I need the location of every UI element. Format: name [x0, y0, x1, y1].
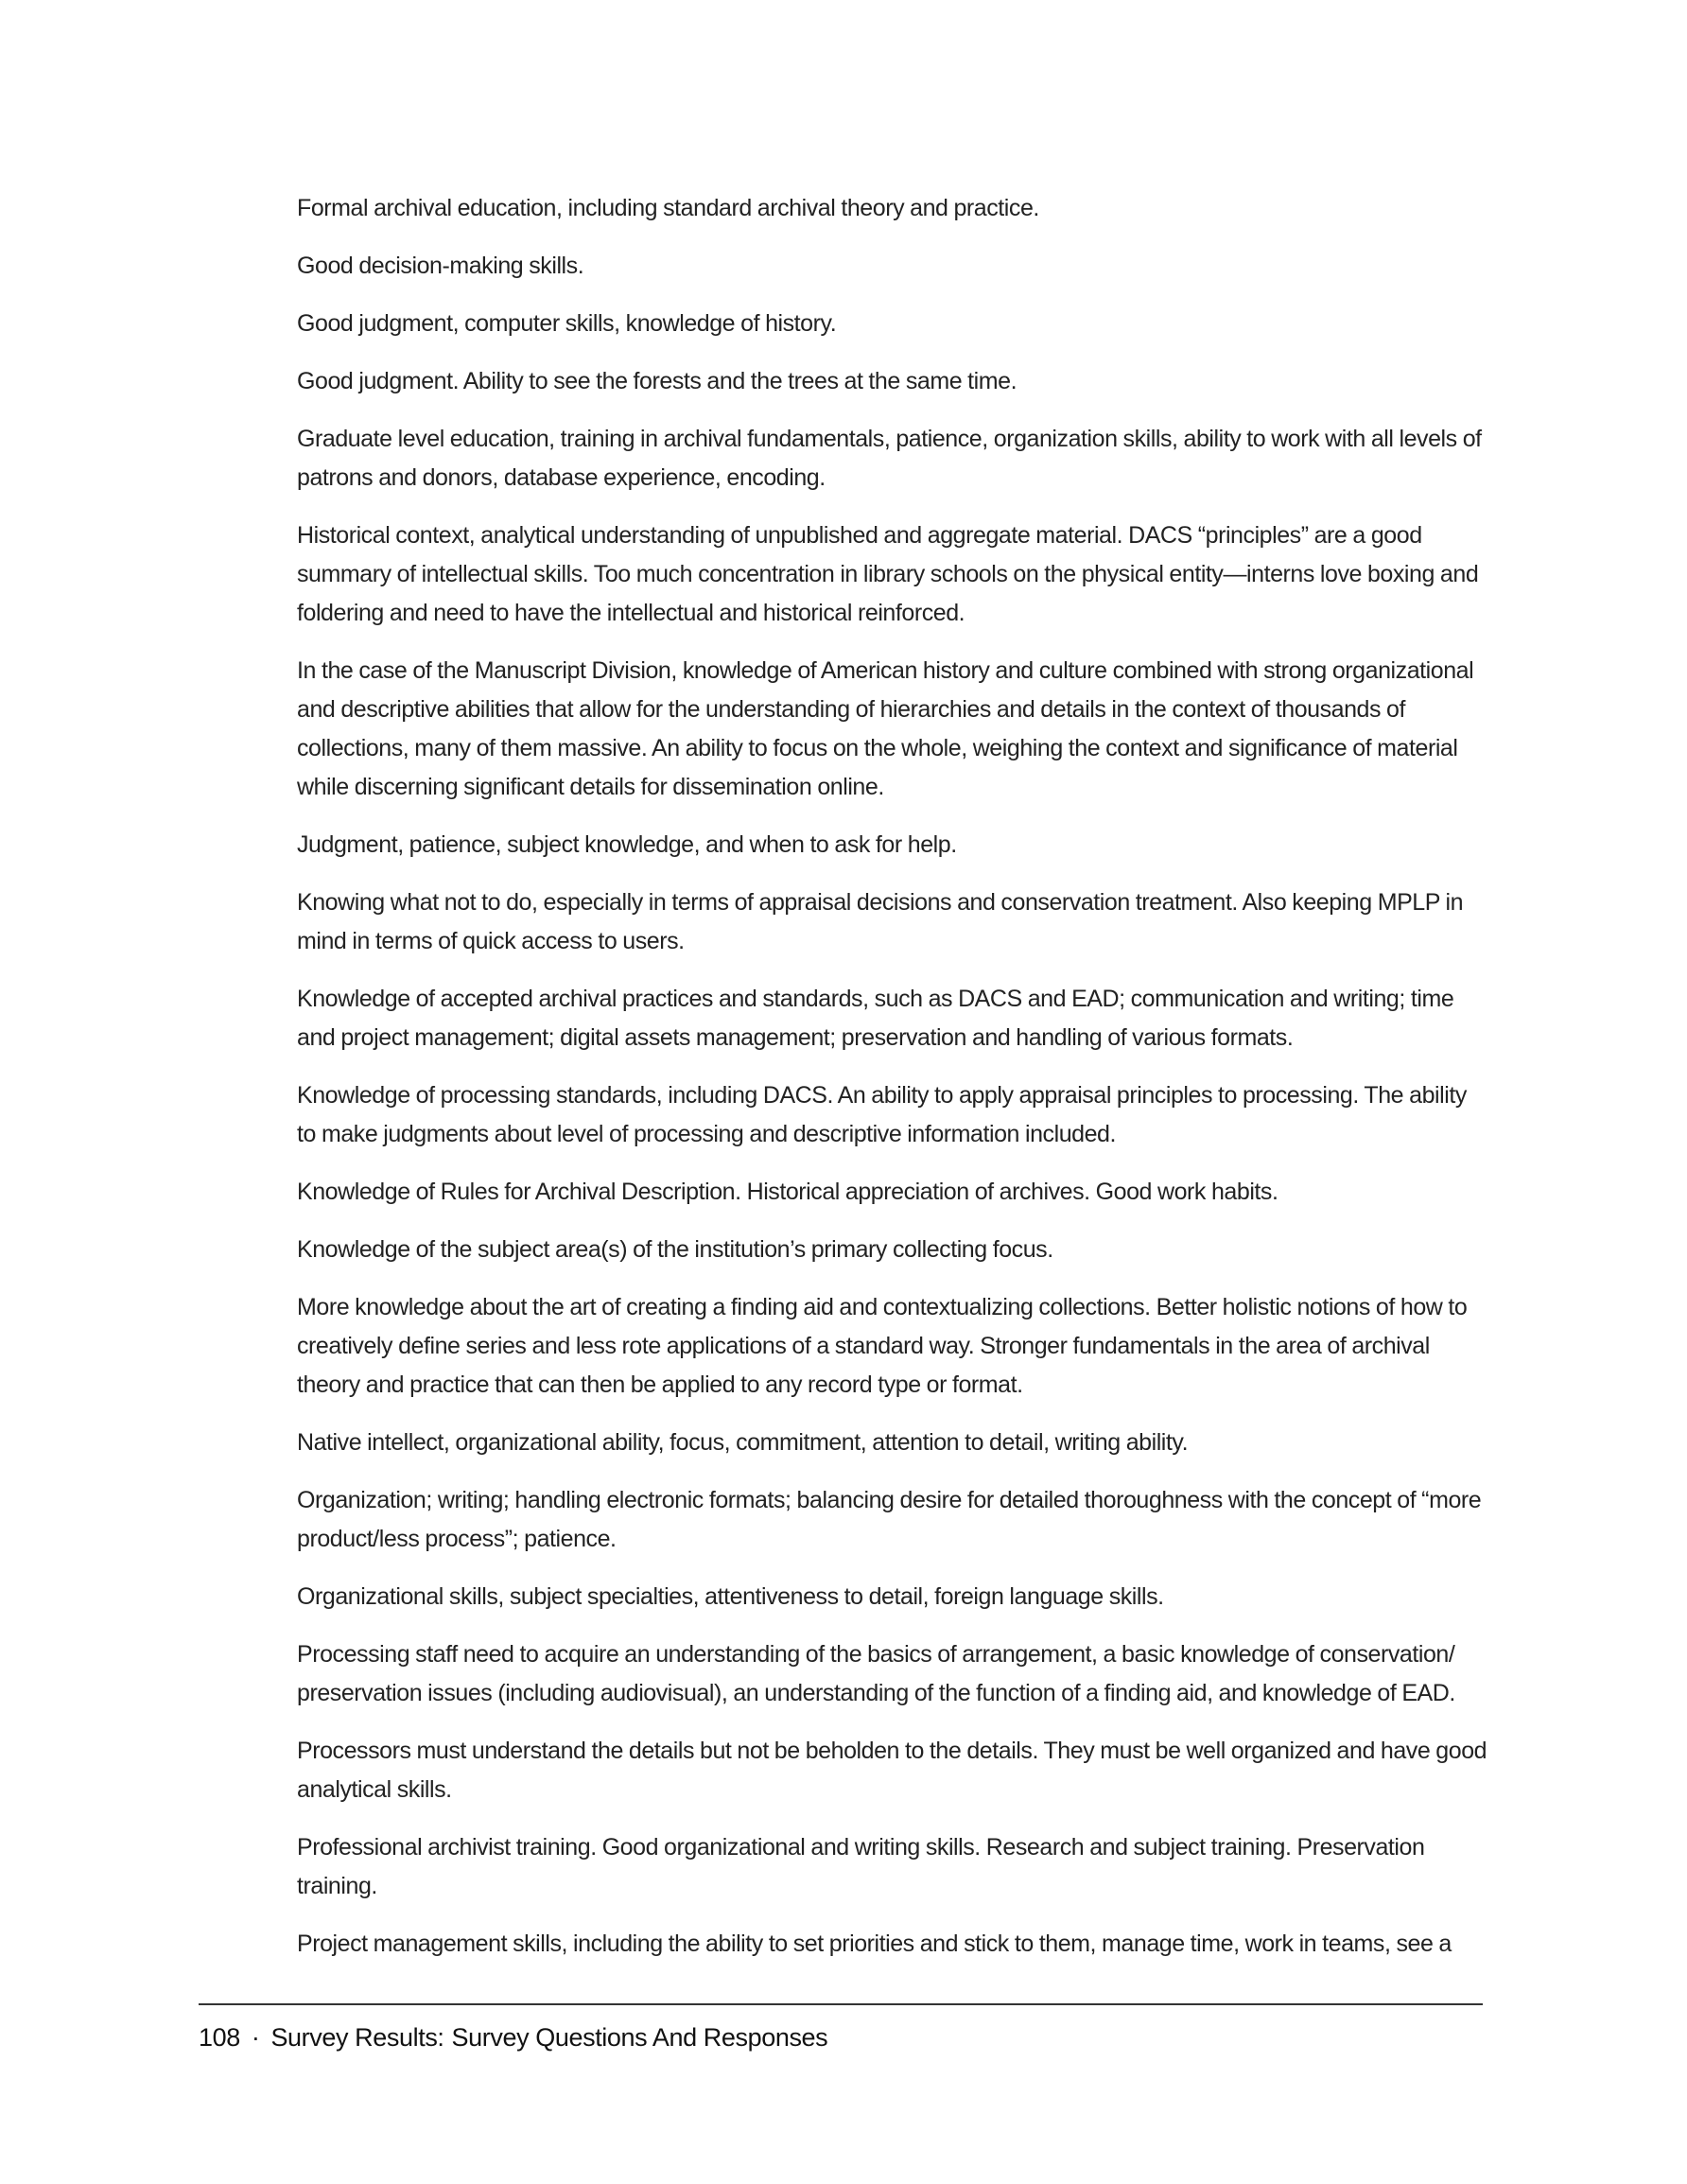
response-text: Processors must understand the details but not be beholden to the details. They must be well organized and have good analytical skills. — [297, 1738, 1487, 1803]
response-text: Organization; writing; handling electronic formats; balancing desire for detailed thoroughness with the concept of “more product/less process”; patience. — [297, 1487, 1482, 1552]
response-text: More knowledge about the art of creating a finding aid and contextualizing collections. Better holistic notions of how to creatively define series and less rote applications of a standard way. Stronger fundamentals in the area of archival theory and practice that can then be applied to any record type or format. — [297, 1294, 1468, 1398]
response-text: Good judgment. Ability to see the forests and the trees at the same time. — [297, 368, 1017, 394]
response-list — [297, 189, 1488, 1983]
response-text: Knowledge of processing standards, including DACS. An ability to apply appraisal principles to processing. The ability to make judgments about level of processing and descriptive information included. — [297, 1082, 1467, 1147]
response-text: Knowledge of Rules for Archival Description. Historical appreciation of archives. Good work habits. — [297, 1179, 1278, 1205]
response-text: In the case of the Manuscript Division, knowledge of American history and culture combined with strong organizational and descriptive abilities that allow for the understanding of hierarchies and details in the context of thousands of collections, many of them massive. An ability to focus on the whole, weighing the context and significance of material while discerning significant details for dissemination online. — [297, 657, 1474, 800]
response-text: Graduate level education, training in archival fundamentals, patience, organization skills, ability to work with all levels of patrons and donors, database experience, encoding. — [297, 426, 1482, 491]
response-text: Processing staff need to acquire an understanding of the basics of arrangement, a basic knowledge of conservation/ preservation issues (including audiovisual), an understanding of the function of a finding aid, and knowledge of EAD. — [297, 1641, 1455, 1706]
response-text: Project management skills, including the ability to set priorities and stick to them, manage time, work in teams, see a — [297, 1931, 1452, 1957]
response-text: Organizational skills, subject specialties, attentiveness to detail, foreign language skills. — [297, 1583, 1164, 1610]
response-text: Professional archivist training. Good organizational and writing skills. Research and subject training. Preservation training. — [297, 1834, 1425, 1899]
footer-subsection: Survey Questions And Responses — [451, 2023, 828, 2052]
response-text: Formal archival education, including standard archival theory and practice. — [297, 195, 1039, 221]
footer-divider — [199, 2003, 1483, 2005]
response-text: Judgment, patience, subject knowledge, and when to ask for help. — [297, 831, 957, 858]
footer-separator: · — [251, 2023, 260, 2052]
response-text: Knowing what not to do, especially in terms of appraisal decisions and conservation treatment. Also keeping MPLP in mind in terms of quick access to users. — [297, 889, 1464, 954]
page-number: 108 — [199, 2023, 240, 2052]
response-text: Knowledge of the subject area(s) of the institution’s primary collecting focus. — [297, 1236, 1053, 1263]
footer-section: Survey Results: — [270, 2023, 444, 2052]
response-text: Knowledge of accepted archival practices and standards, such as DACS and EAD; communication and writing; time and project management; digital assets management; preservation and handling of various formats. — [297, 986, 1454, 1051]
response-text: Native intellect, organizational ability, focus, commitment, attention to detail, writing ability. — [297, 1429, 1189, 1456]
response-text: Historical context, analytical understanding of unpublished and aggregate material. DACS “principles” are a good summary of intellectual skills. Too much concentration in library schools on the physical entity—interns love boxing and foldering and need to have the intellectual and historical reinforced. — [297, 522, 1479, 626]
response-text: Good judgment, computer skills, knowledge of history. — [297, 310, 837, 337]
response-text: Good decision-making skills. — [297, 253, 584, 279]
page-footer — [199, 2020, 827, 2054]
